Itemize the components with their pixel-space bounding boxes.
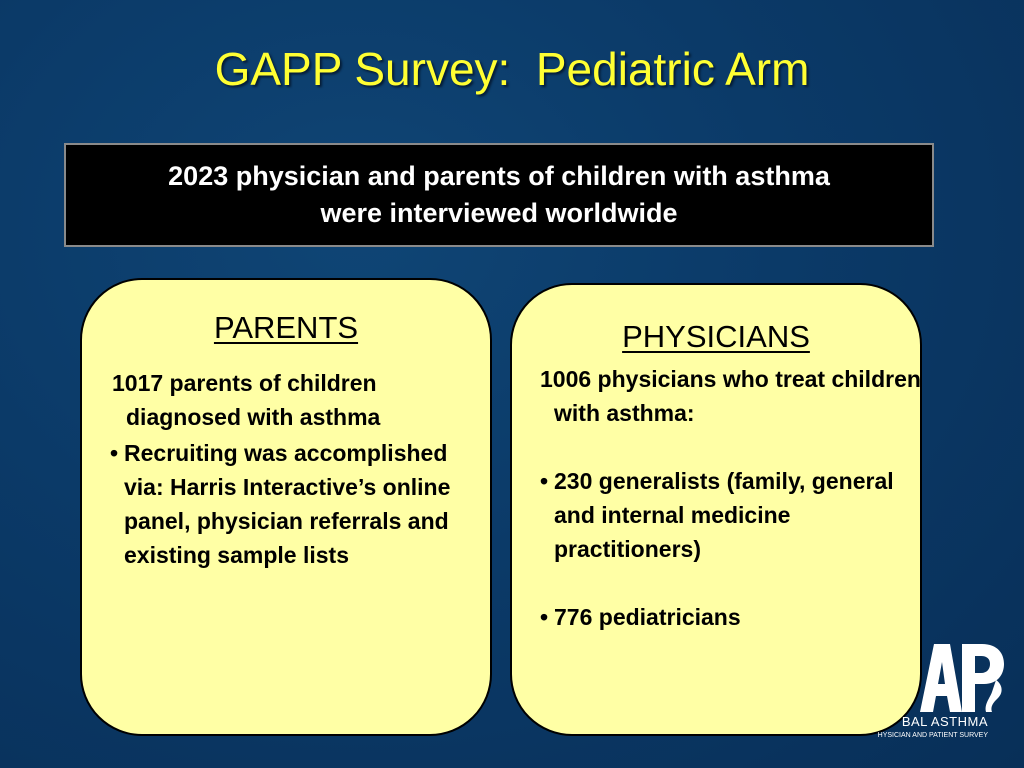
parents-heading	[82, 310, 490, 346]
gapp-logo	[858, 640, 1008, 750]
summary-line-1: 2023 physician and parents of children with asthma	[168, 161, 830, 191]
bullet-icon: •	[540, 604, 549, 630]
summary-line-2: were interviewed worldwide	[320, 198, 678, 228]
physicians-bullet-1	[540, 464, 894, 566]
gapp-logo-icon	[858, 640, 1008, 715]
summary-box	[64, 143, 934, 247]
logo-text-line-1: BAL ASTHMA	[901, 714, 988, 729]
physicians-bullet-2-text: 776 pediatricians	[554, 604, 741, 630]
physicians-bullet-2	[540, 600, 894, 634]
parents-panel	[80, 278, 492, 736]
physicians-intro: 1006 physicians who treat children with asthma:	[540, 366, 921, 426]
bullet-icon: •	[110, 440, 119, 466]
slide-title: GAPP Survey: Pediatric Arm	[214, 43, 810, 95]
physicians-heading-text: PHYSICIANS	[622, 319, 810, 354]
parents-bullet-1	[110, 436, 476, 572]
parents-intro: 1017 parents of children diagnosed with asthma	[112, 370, 381, 430]
physicians-bullet-1-text: 230 generalists (family, general and internal medicine practitioners)	[554, 468, 894, 562]
logo-text-line-2: HYSICIAN AND PATIENT SURVEY	[877, 732, 988, 739]
parents-bullet-1-text: Recruiting was accomplished via: Harris Interactive’s online panel, physician referrals and existing sample lists	[124, 440, 451, 568]
parents-heading-text: PARENTS	[213, 310, 359, 345]
physicians-heading	[512, 319, 920, 355]
bullet-icon: •	[540, 468, 549, 494]
